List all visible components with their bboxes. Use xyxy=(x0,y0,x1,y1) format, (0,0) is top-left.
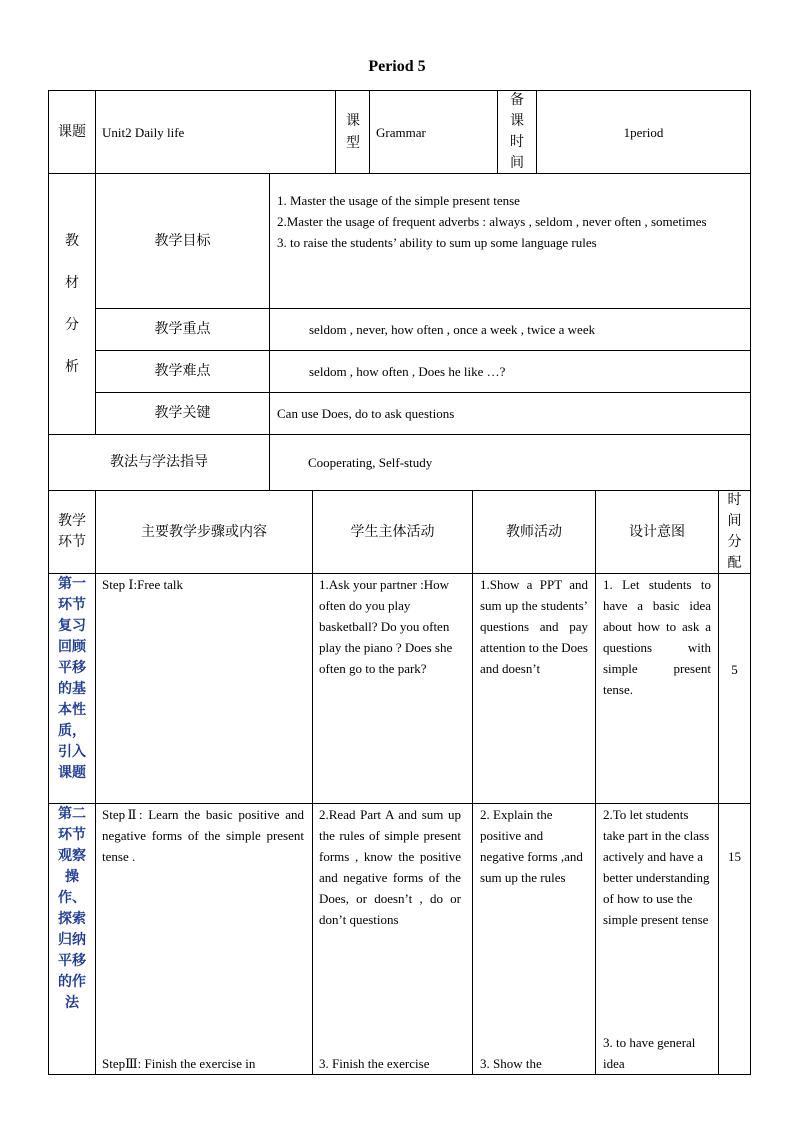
goals-label: 教学目标 xyxy=(154,232,211,249)
type-label: 课型 xyxy=(346,113,360,151)
key-points-value: seldom , never, how often , once a week , twice a week xyxy=(309,322,596,337)
goal-item-2: 2.Master the usage of frequent adverbs : always , seldom , never often , sometimes xyxy=(277,214,707,229)
stage2-time: 15 xyxy=(728,848,741,864)
stage2-label: 第二环节观察操作、探索归纳平移的作法 xyxy=(58,806,86,1011)
header-steps: 主要教学步骤或内容 xyxy=(141,523,267,540)
stage1-label: 第一环节复习回顾平移的基本性质，引入课题 xyxy=(58,576,86,781)
header-time: 时间分配 xyxy=(727,492,742,571)
stage2-teacher: 2. Explain the positive and negative forms ,and sum up the rules xyxy=(480,807,583,885)
prep-time-label: 备课时间 xyxy=(510,92,524,171)
crux-value: Can use Does, do to ask questions xyxy=(277,406,455,421)
goal-item-1: 1. Master the usage of the simple present tense xyxy=(277,193,520,208)
stage1-time: 5 xyxy=(731,661,738,677)
stage2-student: 2.Read Part A and sum up the rules of simple present forms , know the positive and negative forms of the Does, or doesn’t , do or don’t questions xyxy=(319,807,461,927)
periods-value: 1period xyxy=(623,124,664,140)
topic-value: Unit2 Daily life xyxy=(102,124,185,140)
stage2-steps: StepⅡ: Learn the basic positive and negative forms of the simple present tense . xyxy=(102,807,304,864)
method-value: Cooperating, Self-study xyxy=(308,455,433,470)
topic-label: 课题 xyxy=(58,123,86,140)
crux-label: 教学关键 xyxy=(154,405,211,421)
stage1-steps: Step Ⅰ:Free talk xyxy=(102,577,183,592)
difficult-points-label: 教学难点 xyxy=(154,363,211,379)
header-student-activity: 学生主体活动 xyxy=(350,523,435,540)
page-title: Period 5 xyxy=(368,58,426,75)
stage2-design: 2.To let students take part in the class actively and have a better understanding of how to use the simple present tense xyxy=(603,807,710,927)
header-teacher-activity: 教师活动 xyxy=(506,523,562,540)
stage1-design: 1. Let students to have a basic idea about how to ask a questions with simple present tense. xyxy=(603,577,711,697)
method-label: 教法与学法指导 xyxy=(110,454,208,470)
type-value: Grammar xyxy=(376,124,426,140)
stage2-design-next: 3. to have general idea xyxy=(603,1035,696,1071)
goals-list xyxy=(277,190,745,300)
stage2-steps-next: StepⅢ: Finish the exercise in xyxy=(102,1056,256,1071)
stage2-student-next: 3. Finish the exercise xyxy=(319,1056,430,1071)
stage1-teacher: 1.Show a PPT and sum up the students’ questions and pay attention to the Does and doesn’t xyxy=(480,577,588,676)
analysis-side-label: 教材分析 xyxy=(65,233,79,375)
stage1-student: 1.Ask your partner :How often do you play basketball? Do you often play the piano ? Does she often go to the park? xyxy=(319,577,453,676)
header-design-intent: 设计意图 xyxy=(629,523,685,540)
stage2-teacher-next: 3. Show the xyxy=(480,1056,542,1071)
difficult-points-value: seldom , how often , Does he like …? xyxy=(309,364,506,379)
goal-item-3: 3. to raise the students’ ability to sum up some language rules xyxy=(277,235,597,250)
key-points-label: 教学重点 xyxy=(154,321,211,337)
header-stage: 教学环节 xyxy=(58,513,86,550)
